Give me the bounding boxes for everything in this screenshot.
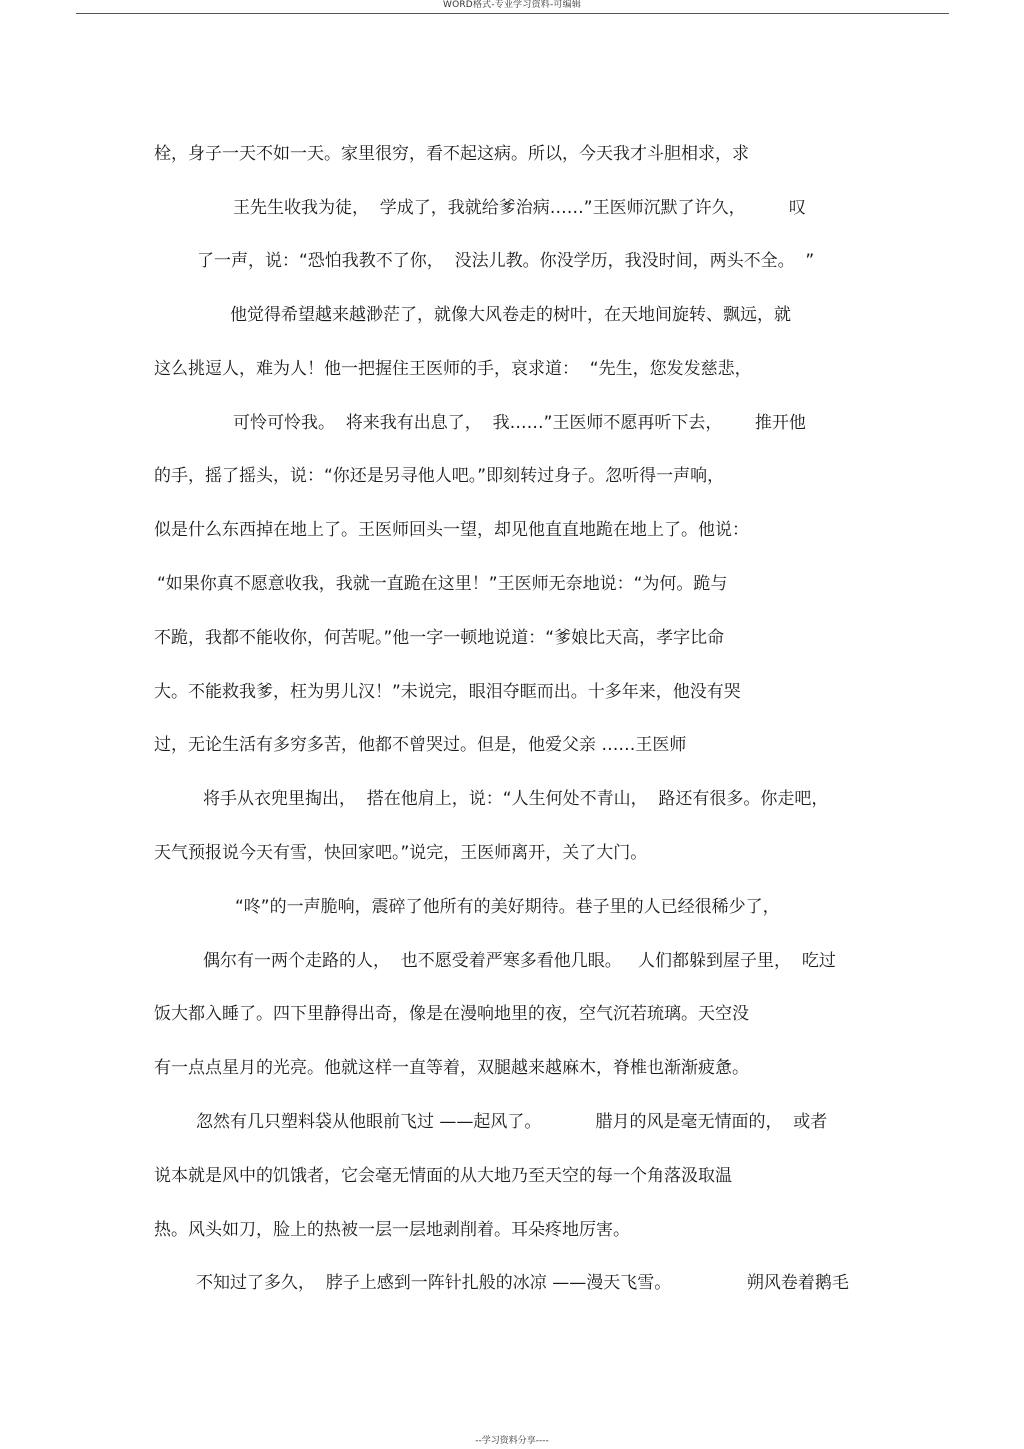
text-line: 似是什么东西掉在地上了。王医师回头一望，却见他直直地跪在地上了。他说：	[154, 520, 749, 540]
text-line: 的手，摇了摇头，说：“你还是另寻他人吧。”即刻转过身子。忽听得一声响，	[154, 466, 725, 486]
text-line: 说本就是风中的饥饿者，它会毫无情面的从大地乃至天空的每一个角落汲取温	[154, 1166, 732, 1186]
text-line: 王先生收我为徒， 学成了，我就给爹治病……”王医师沉默了许久， 叹	[233, 198, 806, 218]
text-line: 不知过了多久， 脖子上感到一阵针扎般的冰凉 ——漫天飞雪。 朔风卷着鹅毛	[196, 1273, 849, 1293]
text-line: 了一声，说：“恐怕我教不了你， 没法儿教。你没学历，我没时间，两头不全。 ”	[197, 251, 815, 271]
text-line: 过，无论生活有多穷多苦，他都不曾哭过。但是，他爱父亲 ……王医师	[154, 735, 687, 755]
header-text: WORD格式-专业学习资料-可编辑	[442, 0, 582, 10]
text-line: 将手从衣兜里掏出， 搭在他肩上，说：“人生何处不青山， 路还有很多。你走吧，	[203, 789, 829, 809]
text-line: 饭大都入睡了。四下里静得出奇，像是在漫响地里的夜，空气沉若琉璃。天空没	[154, 1004, 749, 1024]
text-line: 大。不能救我爹，枉为男儿汉！”未说完，眼泪夺眶而出。十多年来，他没有哭	[154, 682, 741, 702]
text-line: “如果你真不愿意收我，我就一直跪在这里！”王医师无奈地说：“为何。跪与	[157, 574, 728, 594]
text-line: 天气预报说今天有雪，快回家吧。”说完，王医师离开，关了大门。	[154, 843, 648, 863]
text-line: 偶尔有一两个走路的人， 也不愿受着严寒多看他几眼。 人们都躲到屋子里， 吃过	[203, 951, 836, 971]
text-line: “咚”的一声脆响，震碎了他所有的美好期待。巷子里的人已经很稀少了，	[235, 897, 780, 917]
text-line: 忽然有几只塑料袋从他眼前飞过 ——起风了。 腊月的风是毫无情面的， 或者	[196, 1112, 828, 1132]
text-line: 不跪，我都不能收你，何苦呢。”他一字一顿地说道：“爹娘比天高，孝字比命	[154, 628, 725, 648]
text-line: 可怜可怜我。 将来我有出息了， 我……”王医师不愿再听下去， 推开他	[233, 413, 806, 433]
text-line: 这么挑逗人，难为人！他一把握住王医师的手，哀求道： “先生，您发发慈悲，	[154, 359, 752, 379]
text-line: 有一点点星月的光亮。他就这样一直等着，双腿越来越麻木，脊椎也渐渐疲惫。	[154, 1058, 749, 1078]
page-footer: --学习资料分享----	[475, 1436, 549, 1446]
text-line: 热。风头如刀，脸上的热被一层一层地剥削着。耳朵疼地厉害。	[154, 1220, 630, 1240]
text-line: 他觉得希望越来越渺茫了，就像大风卷走的树叶，在天地间旋转、飘远，就	[230, 305, 791, 325]
text-line: 栓，身子一天不如一天。家里很穷，看不起这病。所以，今天我才斗胆相求，求	[154, 144, 749, 164]
